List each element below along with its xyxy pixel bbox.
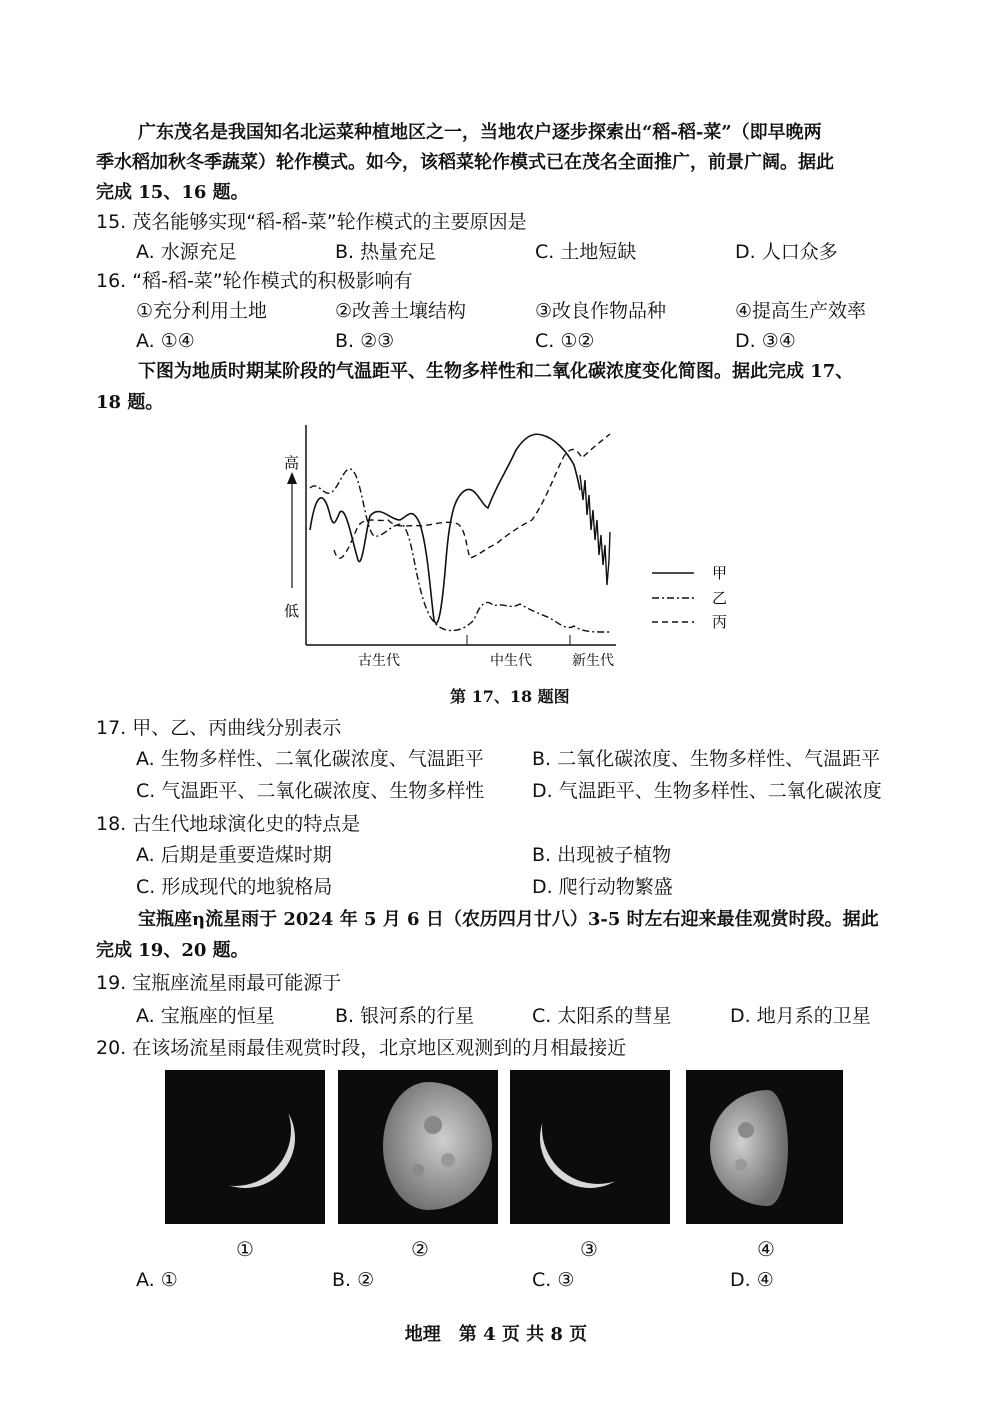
figure-caption: 第 17、18 题图 [450, 687, 570, 706]
moon-label-3: ③ [580, 1237, 598, 1261]
curve-bing [334, 434, 610, 558]
intro-paragraph-1-line-1: 广东茂名是我国知名北运菜种植地区之一，当地农户逐步探索出“稻-稻-菜”（即早晚两 [138, 122, 822, 143]
q18-option-d: D. 爬行动物繁盛 [532, 876, 673, 898]
q20-stem: 20. 在该场流星雨最佳观赏时段，北京地区观测到的月相最接近 [96, 1037, 627, 1059]
page-footer: 地理 第 4 页 共 8 页 [404, 1324, 588, 1345]
era-label-cenozoic: 新生代 [572, 653, 614, 669]
legend-bing-label: 丙 [712, 613, 728, 631]
geologic-curves-figure [270, 420, 750, 680]
moon-image-3-crescent [510, 1070, 670, 1224]
q15-option-b: B. 热量充足 [335, 241, 437, 263]
moon-label-1: ① [236, 1237, 254, 1261]
q17-stem: 17. 甲、乙、丙曲线分别表示 [96, 717, 342, 739]
q16-statement-4: ④提高生产效率 [735, 300, 867, 322]
q16-statement-2: ②改善土壤结构 [335, 300, 467, 322]
q16-option-d: D. ③④ [735, 330, 796, 352]
legend-jia-label: 甲 [712, 564, 728, 582]
q16-option-b: B. ②③ [335, 330, 395, 352]
q16-option-c: C. ①② [535, 330, 595, 352]
intro-paragraph-2-line-1: 下图为地质时期某阶段的气温距平、生物多样性和二氧化碳浓度变化简图。据此完成 17、 [138, 361, 854, 382]
q17-option-c: C. 气温距平、二氧化碳浓度、生物多样性 [136, 780, 485, 802]
moon-image-1-waning-crescent [165, 1070, 325, 1224]
q15-stem: 15. 茂名能够实现“稻-稻-菜”轮作模式的主要原因是 [96, 211, 527, 233]
curve-jia [310, 434, 580, 623]
era-label-mesozoic: 中生代 [490, 653, 532, 669]
intro-paragraph-3-line-1: 宝瓶座η流星雨于 2024 年 5 月 6 日（农历四月廿八）3-5 时左右迎来最佳观赏时段。据此 [138, 909, 879, 930]
q15-option-c: C. 土地短缺 [535, 241, 637, 263]
q19-option-c: C. 太阳系的彗星 [532, 1005, 672, 1027]
intro-paragraph-1-line-3: 完成 15、16 题。 [96, 182, 249, 203]
q19-option-d: D. 地月系的卫星 [730, 1005, 871, 1027]
moon-label-4: ④ [757, 1237, 775, 1261]
y-label-high: 高 [284, 454, 300, 472]
q20-option-c: C. ③ [532, 1269, 575, 1291]
curve-jia-cenozoic [580, 475, 610, 585]
legend-yi-label: 乙 [712, 589, 728, 607]
moon-image-4-quarter [686, 1070, 843, 1224]
q16-option-a: A. ①④ [136, 330, 195, 352]
moon-image-2-gibbous [338, 1070, 498, 1224]
q16-statement-3: ③改良作物品种 [535, 300, 667, 322]
q15-option-d: D. 人口众多 [735, 241, 838, 263]
q19-option-b: B. 银河系的行星 [335, 1005, 475, 1027]
q19-option-a: A. 宝瓶座的恒星 [136, 1005, 275, 1027]
q15-option-a: A. 水源充足 [136, 241, 237, 263]
q20-option-b: B. ② [332, 1269, 375, 1291]
q17-option-d: D. 气温距平、生物多样性、二氧化碳浓度 [532, 780, 882, 802]
y-label-low: 低 [284, 602, 300, 620]
era-label-paleozoic: 古生代 [358, 653, 400, 669]
intro-paragraph-1-line-2: 季水稻加秋冬季蔬菜）轮作模式。如今，该稻菜轮作模式已在茂名全面推广，前景广阔。据此 [96, 152, 834, 173]
q20-option-a: A. ① [136, 1269, 178, 1291]
q18-stem: 18. 古生代地球演化史的特点是 [96, 813, 361, 835]
moon-label-2: ② [411, 1237, 429, 1261]
q18-option-c: C. 形成现代的地貌格局 [136, 876, 333, 898]
intro-paragraph-3-line-2: 完成 19、20 题。 [96, 940, 249, 961]
q18-option-a: A. 后期是重要造煤时期 [136, 844, 332, 866]
q17-option-a: A. 生物多样性、二氧化碳浓度、气温距平 [136, 748, 484, 770]
q19-stem: 19. 宝瓶座流星雨最可能源于 [96, 972, 342, 994]
q18-option-b: B. 出现被子植物 [532, 844, 672, 866]
q17-option-b: B. 二氧化碳浓度、生物多样性、气温距平 [532, 748, 881, 770]
q20-option-d: D. ④ [730, 1269, 774, 1291]
q16-stem: 16. “稻-稻-菜”轮作模式的积极影响有 [96, 270, 413, 292]
y-axis-arrow-head [287, 472, 297, 484]
intro-paragraph-2-line-2: 18 题。 [96, 392, 164, 413]
q16-statement-1: ①充分利用土地 [136, 300, 268, 322]
